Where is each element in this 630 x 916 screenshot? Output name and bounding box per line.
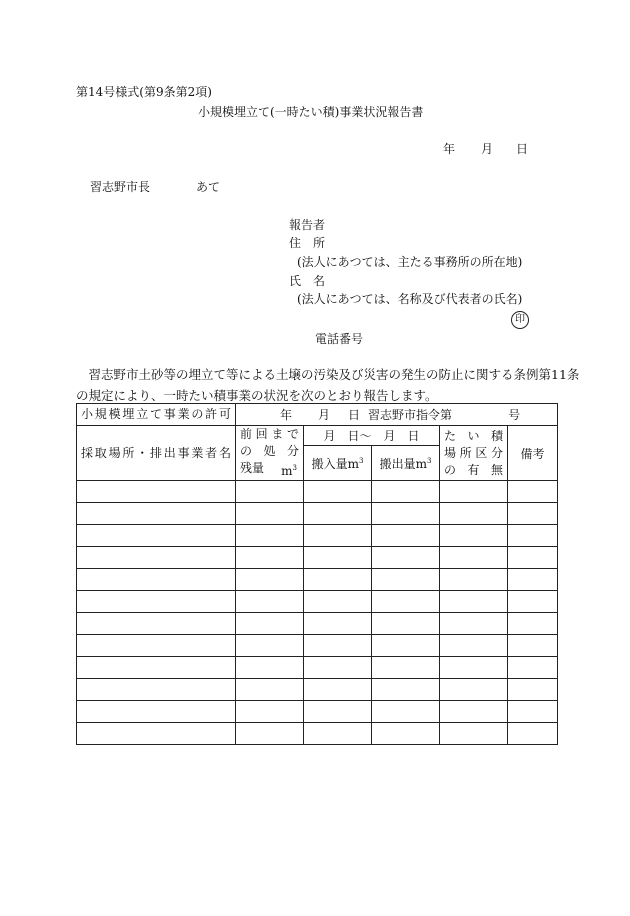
inflow-cell[interactable]: [304, 723, 372, 745]
table-row: [77, 503, 558, 525]
table-row: [77, 591, 558, 613]
remarks-cell[interactable]: [508, 613, 558, 635]
remarks-cell[interactable]: [508, 503, 558, 525]
header-outflow: [372, 446, 440, 481]
storage-area-cell[interactable]: [440, 525, 508, 547]
remarks-cell[interactable]: [508, 547, 558, 569]
header-outflow-text: 搬出量m: [379, 456, 427, 471]
header-period-from: 月 日〜: [323, 429, 372, 444]
table-row: [77, 525, 558, 547]
permit-year-label: 年: [280, 408, 293, 422]
header-source: [77, 426, 236, 481]
body-line-2: の規定により、一時たい積事業の状況を次のとおり報告します。: [76, 388, 438, 403]
table-row: [77, 481, 558, 503]
table-row: [77, 635, 558, 657]
source-cell[interactable]: [77, 481, 236, 503]
permit-day-label: 日: [348, 408, 361, 422]
inflow-cell[interactable]: [304, 525, 372, 547]
outflow-cell[interactable]: [372, 591, 440, 613]
seal-mark: 印: [511, 311, 529, 329]
inflow-cell[interactable]: [304, 591, 372, 613]
storage-area-cell[interactable]: [440, 635, 508, 657]
header-period-to: 月 日: [383, 429, 420, 444]
header-prev-line-3: [240, 460, 299, 480]
phone-label: 電話番号: [315, 332, 364, 346]
previous-remaining-cell[interactable]: [236, 657, 304, 679]
source-cell[interactable]: [77, 613, 236, 635]
remarks-cell[interactable]: [508, 657, 558, 679]
outflow-cell[interactable]: [372, 525, 440, 547]
header-outflow-sup: 3: [426, 456, 432, 465]
remarks-cell[interactable]: [508, 723, 558, 745]
table-row: [77, 723, 558, 745]
remarks-cell[interactable]: [508, 525, 558, 547]
table-row: [77, 701, 558, 723]
storage-area-cell[interactable]: [440, 503, 508, 525]
name-note: (法人にあつては、名称及び代表者の氏名): [297, 292, 523, 306]
header-prev-unit-sup: 3: [292, 464, 297, 472]
table-row: [77, 547, 558, 569]
storage-area-cell[interactable]: [440, 613, 508, 635]
header-previous-remaining: [236, 426, 304, 481]
remarks-cell[interactable]: [508, 569, 558, 591]
header-inflow: [304, 446, 372, 481]
inflow-cell[interactable]: [304, 679, 372, 701]
permit-month-label: 月: [318, 408, 331, 422]
header-prev-remaining: 残量: [240, 461, 265, 475]
storage-area-cell[interactable]: [440, 569, 508, 591]
recipient-name: 習志野市長: [90, 180, 151, 194]
address-note: (法人にあつては、主たる事務所の所在地): [297, 255, 523, 269]
header-remarks-text: 備考: [520, 446, 545, 461]
previous-remaining-cell[interactable]: [236, 547, 304, 569]
header-prev-unit: m: [281, 464, 293, 478]
header-inflow-text: 搬入量m: [311, 456, 359, 471]
body-line-1: 習志野市土砂等の埋立て等による土壌の汚染及び災害の発生の防止に関する条例第11条: [88, 367, 580, 382]
storage-area-cell[interactable]: [440, 547, 508, 569]
report-table: [76, 403, 558, 745]
previous-remaining-cell[interactable]: [236, 701, 304, 723]
storage-area-cell[interactable]: [440, 701, 508, 723]
remarks-cell[interactable]: [508, 481, 558, 503]
permit-label: 小規模埋立て事業の許可: [81, 407, 231, 421]
header-source-text: 採取場所・排出事業者名: [81, 445, 231, 460]
inflow-cell[interactable]: [304, 503, 372, 525]
source-cell[interactable]: [77, 569, 236, 591]
inflow-cell[interactable]: [304, 481, 372, 503]
previous-remaining-cell[interactable]: [236, 591, 304, 613]
address-label: 住 所: [289, 236, 326, 250]
source-cell[interactable]: [77, 701, 236, 723]
remarks-cell[interactable]: [508, 679, 558, 701]
storage-area-cell[interactable]: [440, 657, 508, 679]
inflow-cell[interactable]: [304, 657, 372, 679]
date-year-label: 年: [443, 142, 456, 156]
name-label: 氏 名: [289, 274, 326, 288]
header-inflow-sup: 3: [358, 456, 364, 465]
inflow-cell[interactable]: [304, 569, 372, 591]
header-prev-line-2: の 処 分: [240, 444, 299, 458]
table-row: [77, 657, 558, 679]
body-paragraph: [76, 364, 580, 406]
remarks-cell[interactable]: [508, 591, 558, 613]
table-row: [77, 613, 558, 635]
source-cell[interactable]: [77, 679, 236, 701]
date-day-label: 日: [516, 142, 529, 156]
source-cell[interactable]: [77, 503, 236, 525]
inflow-cell[interactable]: [304, 613, 372, 635]
permit-label-cell: [77, 404, 236, 426]
table-row: [77, 679, 558, 701]
storage-area-cell[interactable]: [440, 679, 508, 701]
permit-detail-cell[interactable]: [236, 404, 558, 426]
source-cell[interactable]: [77, 657, 236, 679]
header-row-1: [77, 426, 558, 446]
source-cell[interactable]: [77, 635, 236, 657]
header-area-line-1: たい積: [444, 428, 503, 443]
header-storage-area: [440, 426, 508, 481]
recipient-suffix: あて: [196, 180, 221, 194]
storage-area-cell[interactable]: [440, 481, 508, 503]
source-cell[interactable]: [77, 591, 236, 613]
inflow-cell[interactable]: [304, 547, 372, 569]
previous-remaining-cell[interactable]: [236, 525, 304, 547]
header-period: [304, 426, 440, 446]
previous-remaining-cell[interactable]: [236, 613, 304, 635]
outflow-cell[interactable]: [372, 701, 440, 723]
previous-remaining-cell[interactable]: [236, 679, 304, 701]
permit-office-label: 習志野市指令第: [368, 408, 453, 422]
previous-remaining-cell[interactable]: [236, 569, 304, 591]
outflow-cell[interactable]: [372, 569, 440, 591]
remarks-cell[interactable]: [508, 701, 558, 723]
storage-area-cell[interactable]: [440, 723, 508, 745]
reporter-heading: 報告者: [289, 218, 326, 232]
source-cell[interactable]: [77, 525, 236, 547]
outflow-cell[interactable]: [372, 679, 440, 701]
previous-remaining-cell[interactable]: [236, 723, 304, 745]
outflow-cell[interactable]: [372, 635, 440, 657]
outflow-cell[interactable]: [372, 503, 440, 525]
header-remarks: [508, 426, 558, 481]
outflow-cell[interactable]: [372, 723, 440, 745]
form-number: 第14号様式(第9条第2項): [76, 85, 212, 99]
outflow-cell[interactable]: [372, 547, 440, 569]
inflow-cell[interactable]: [304, 635, 372, 657]
outflow-cell[interactable]: [372, 481, 440, 503]
previous-remaining-cell[interactable]: [236, 481, 304, 503]
date-month-label: 月: [481, 142, 494, 156]
previous-remaining-cell[interactable]: [236, 635, 304, 657]
storage-area-cell[interactable]: [440, 591, 508, 613]
inflow-cell[interactable]: [304, 701, 372, 723]
table-row: [77, 569, 558, 591]
permit-number-suffix: 号: [508, 408, 521, 422]
document-title: 小規模埋立て(一時たい積)事業状況報告書: [198, 105, 424, 119]
previous-remaining-cell[interactable]: [236, 503, 304, 525]
permit-row: [77, 404, 558, 426]
remarks-cell[interactable]: [508, 635, 558, 657]
source-cell[interactable]: [77, 723, 236, 745]
header-area-line-3: の 有 無: [444, 462, 503, 477]
source-cell[interactable]: [77, 547, 236, 569]
header-prev-line-1: 前回まで: [240, 427, 299, 441]
header-area-line-2: 場所区分: [444, 445, 503, 460]
outflow-cell[interactable]: [372, 657, 440, 679]
outflow-cell[interactable]: [372, 613, 440, 635]
